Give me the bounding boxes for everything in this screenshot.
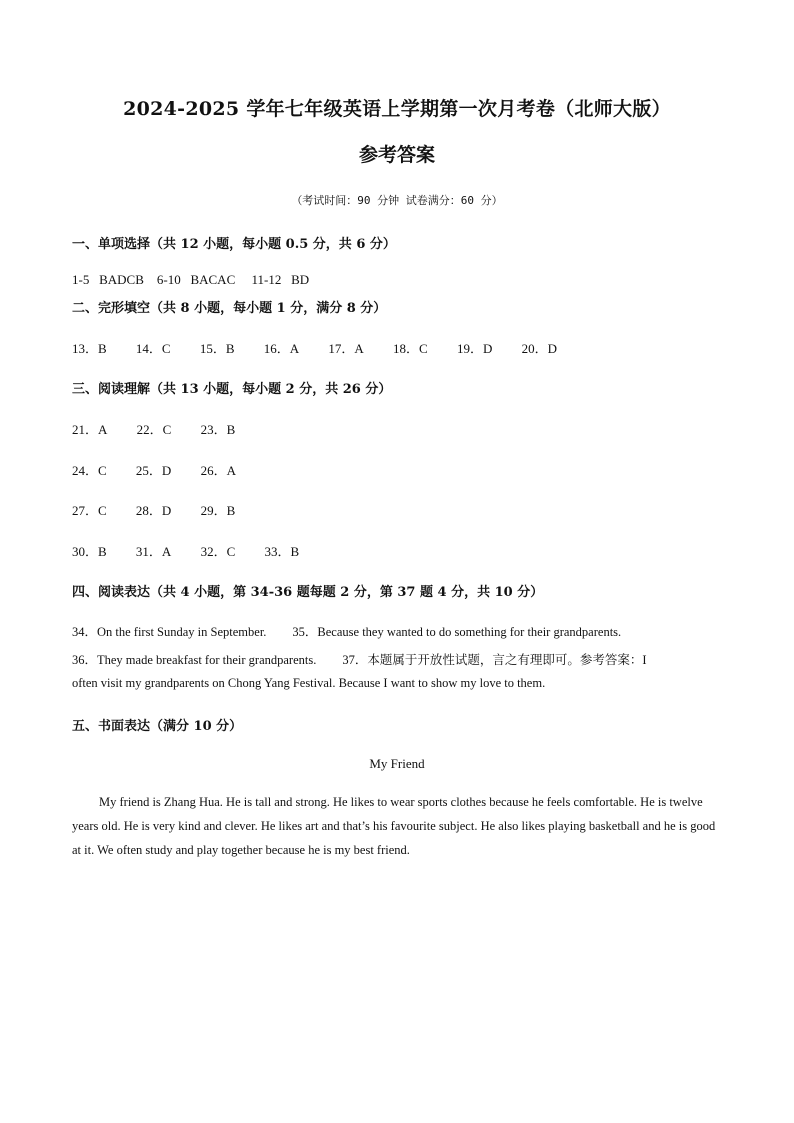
- section-1-answers: 1-5 BADCB 6-10 BACAC 11-12 BD: [72, 272, 310, 287]
- section-2-heading: 二、完形填空（共 8 小题，每小题 1 分，满分 8 分）: [72, 301, 387, 316]
- answer-item: 13．B: [72, 341, 107, 356]
- answer-37: 37．本题属于开放性试题，言之有理即可。参考答案：I: [342, 653, 647, 667]
- section-3-row: [72, 460, 262, 479]
- answer-item: 31．A: [135, 544, 172, 559]
- essay-title: My Friend: [369, 756, 425, 771]
- answer-item: 23．B: [200, 422, 236, 437]
- section-5-heading: 五、书面表达（满分 10 分）: [72, 719, 243, 734]
- answer-37-continued: often visit my grandparents on Chong Yang Festival. Because I want to show my love to them.: [72, 676, 546, 690]
- answer-36: 36．They made breakfast for their grandparents.: [72, 653, 317, 667]
- section-3-row: [72, 500, 261, 519]
- answer-item: 27．C: [72, 503, 107, 518]
- answer-35: 35．Because they wanted to do something for their grandparents.: [292, 625, 622, 639]
- answer-item: 29．B: [200, 503, 236, 518]
- answer-item: 18．C: [393, 341, 428, 356]
- section-1-heading: 一、单项选择（共 12 小题，每小题 0.5 分，共 6 分）: [72, 237, 396, 252]
- page-title: 2024-2025 学年七年级英语上学期第一次月考卷（北师大版）: [123, 98, 671, 120]
- essay-text: My friend is Zhang Hua. He is tall and strong. He likes to wear sports clothes because he feels comfortable. He is twelve years old. He is very kind and clever. He likes art and that’s his favourite subject. He also likes playing basketball and he is good at it. We often study and play together because he is my best friend.: [72, 795, 716, 857]
- answer-item: 17．A: [328, 341, 364, 356]
- answer-item: 20．D: [521, 341, 557, 356]
- answer-item: 32．C: [200, 544, 236, 559]
- section-3-heading: 三、阅读理解（共 13 小题，每小题 2 分，共 26 分）: [72, 382, 392, 397]
- answer-item: 21．A: [72, 422, 108, 437]
- section-3-row: [72, 541, 325, 560]
- answer-item: 30．B: [72, 544, 107, 559]
- answer-item: 15．B: [199, 341, 235, 356]
- answer-34: 34．On the first Sunday in September.: [72, 625, 267, 639]
- answer-item: 16．A: [263, 341, 300, 356]
- answer-item: 19．D: [456, 341, 493, 356]
- answer-item: 24．C: [72, 463, 107, 478]
- section-4-line: [72, 622, 621, 640]
- answer-item: 14．C: [135, 341, 171, 356]
- answer-item: 22．C: [136, 422, 172, 437]
- section-3-row: [72, 419, 261, 438]
- answer-item: 25．D: [135, 463, 172, 478]
- answer-item: 28．D: [135, 503, 172, 518]
- page-subtitle: 参考答案: [358, 144, 435, 166]
- exam-info: （考试时间：90 分钟 试卷满分：60 分）: [291, 194, 503, 207]
- answer-item: 33．B: [264, 544, 300, 559]
- section-4-line: [72, 650, 647, 668]
- section-4-heading: 四、阅读表达（共 4 小题，第 34-36 题每题 2 分，第 37 题 4 分，共 10 分）: [72, 585, 544, 600]
- answer-item: 26．A: [200, 463, 236, 478]
- section-2-answers: [72, 338, 583, 357]
